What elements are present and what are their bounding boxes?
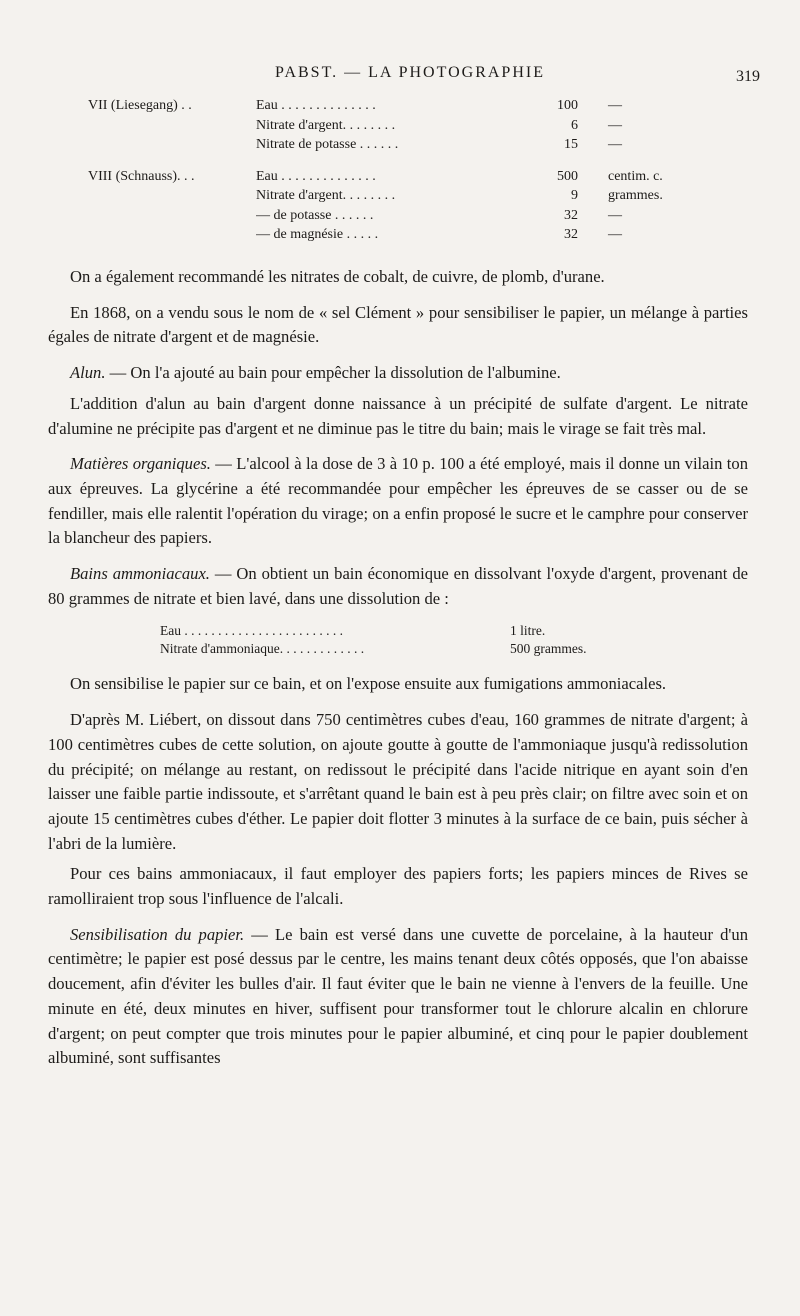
running-title: PABST. — LA PHOTOGRAPHIE — [275, 64, 545, 81]
paragraph — [48, 562, 748, 611]
recipe-table — [88, 96, 663, 245]
recipe-quantity: 9 — [571, 188, 578, 203]
formula-row — [160, 640, 640, 658]
paragraph: L'addition d'alun au bain d'argent donne naissance à un précipité de sulfate d'argent. Le nitrate d'alumine ne précipite pas d'argent et ne diminue pas le titre du bain; mais le virage se fait très mal. — [48, 393, 748, 438]
recipe-row — [88, 135, 622, 155]
recipe-row — [88, 186, 663, 206]
recipe-row — [88, 206, 622, 226]
recipe-quantity: 15 — [564, 137, 578, 152]
paragraph-lead: Bains ammoniacaux. — [70, 564, 210, 584]
paragraph-body: — Le bain est versé dans une cuvette de porcelaine, à la hauteur d'un centimètre; le papier est posé dessus par le centre, les mains tenant deux côtés opposés, que l'on abaisse doucement, afin d'éviter les bulles d'air. Il faut éviter que le bain ne vienne à l'envers de la feuille. Une minute en été, deux minutes en hiver, suffisent pour transformer tout le chlorure alcalin en chlorure d'argent; on peut compter que trois minutes pour le papier albuminé, et cinq pour le papier doublement albuminé, sont suffisantes — [48, 924, 748, 1068]
recipe-quantity: 32 — [564, 207, 578, 223]
recipe-ingredient: Eau . . . . . . . . . . . . . . — [256, 98, 376, 113]
ammonia-formula — [48, 622, 640, 658]
recipe-ingredient: Eau . . . . . . . . . . . . . . — [256, 168, 376, 184]
paragraph — [48, 361, 748, 386]
paragraph — [48, 452, 748, 551]
recipe-ingredient: — de magnésie . . . . . — [256, 227, 379, 242]
formula-value: 500 grammes. — [510, 641, 587, 657]
paragraph-body: — L'alcool à la dose de 3 à 10 p. 100 a été employé, mais il donne un vilain ton aux épreuves. La glycérine a été recommandée pour empêcher les épreuves de se casser ou de se fendiller, mais elle ralentit l'opération du virage; on a enfin proposé le sucre et le camphre pour conserver la blancheur des papiers. — [48, 454, 748, 548]
paragraph: D'après M. Liébert, on dissout dans 750 centimètres cubes d'eau, 160 grammes de nitrate d'argent; à 100 centimètres cubes de cette solution, on ajoute goutte à goutte de l'ammoniaque jusqu'à redissolution du précipité; on mélange au restant, on redissout le précipité dans l'acide nitrique en ayant soin d'en laisser une faible partie indissoute, et s'arrêtant quand le bain est à peu près clair; on filtre avec soin et on ajoute 15 centimètres cubes d'éther. Le papier doit flotter 3 minutes à la surface de ce bain, puis sécher à l'abri de la lumière. — [48, 710, 748, 853]
recipe-row — [88, 96, 622, 116]
paragraph: On a également recommandé les nitrates de cobalt, de cuivre, de plomb, d'urane. — [70, 267, 605, 286]
formula-label: Eau . . . . . . . . . . . . . . . . . . . . . . . . — [160, 623, 343, 639]
paragraph: Pour ces bains ammoniacaux, il faut employer des papiers forts; les papiers minces de Rives se ramolliraient trop sous l'influence de l'alcali. — [48, 864, 748, 909]
paragraph: On sensibilise le papier sur ce bain, et on l'expose ensuite aux fumigations ammoniacales. — [70, 674, 667, 694]
paragraph-lead: Matières organiques. — [70, 454, 211, 474]
formula-label: Nitrate d'ammoniaque. . . . . . . . . . . . . — [160, 641, 365, 657]
recipe-unit: — — [608, 137, 622, 152]
recipe-gap — [88, 155, 608, 167]
recipe-unit: — — [608, 207, 622, 223]
recipe-ingredient: Nitrate de potasse . . . . . . — [256, 137, 399, 152]
recipe-unit: — — [608, 117, 622, 133]
body-text — [48, 265, 748, 1082]
formula-value: 1 litre. — [510, 623, 546, 639]
paragraph-lead: Alun. — [70, 363, 106, 383]
page-number: 319 — [736, 68, 760, 85]
recipe-unit: — — [608, 98, 622, 113]
recipe-quantity: 6 — [571, 117, 578, 133]
recipe-row — [88, 116, 622, 136]
recipe-ingredient: Nitrate d'argent. . . . . . . . — [256, 117, 396, 133]
recipe-author: VIII (Schnauss). . . — [88, 168, 195, 184]
recipe-row — [88, 167, 663, 187]
recipe-ingredient: — de potasse . . . . . . — [256, 207, 374, 223]
paragraph: En 1868, on a vendu sous le nom de « sel Clément » pour sensibiliser le papier, un mélange à parties égales de nitrate d'argent et de magnésie. — [48, 302, 748, 347]
recipe-ingredient: Nitrate d'argent. . . . . . . . — [256, 188, 396, 203]
recipe-quantity: 500 — [557, 168, 578, 184]
paragraph-body: — On l'a ajouté au bain pour empêcher la dissolution de l'albumine. — [105, 363, 561, 383]
recipe-quantity: 32 — [564, 227, 578, 242]
recipe-unit: grammes. — [608, 188, 663, 203]
recipe-unit: centim. c. — [608, 168, 663, 184]
recipe-row — [88, 225, 622, 245]
recipe-unit: — — [608, 227, 622, 242]
paragraph — [48, 923, 748, 1071]
recipe-author: VII (Liesegang) . . — [88, 98, 192, 113]
page-header — [60, 64, 760, 90]
paragraph-body: — On obtient un bain économique en dissolvant l'oxyde d'argent, provenant de 80 grammes de nitrate et bien lavé, dans une dissolution de : — [48, 564, 748, 608]
paragraph-lead: Sensibilisation du papier. — [70, 924, 245, 944]
recipe-quantity: 100 — [557, 98, 578, 113]
formula-row — [160, 622, 640, 640]
